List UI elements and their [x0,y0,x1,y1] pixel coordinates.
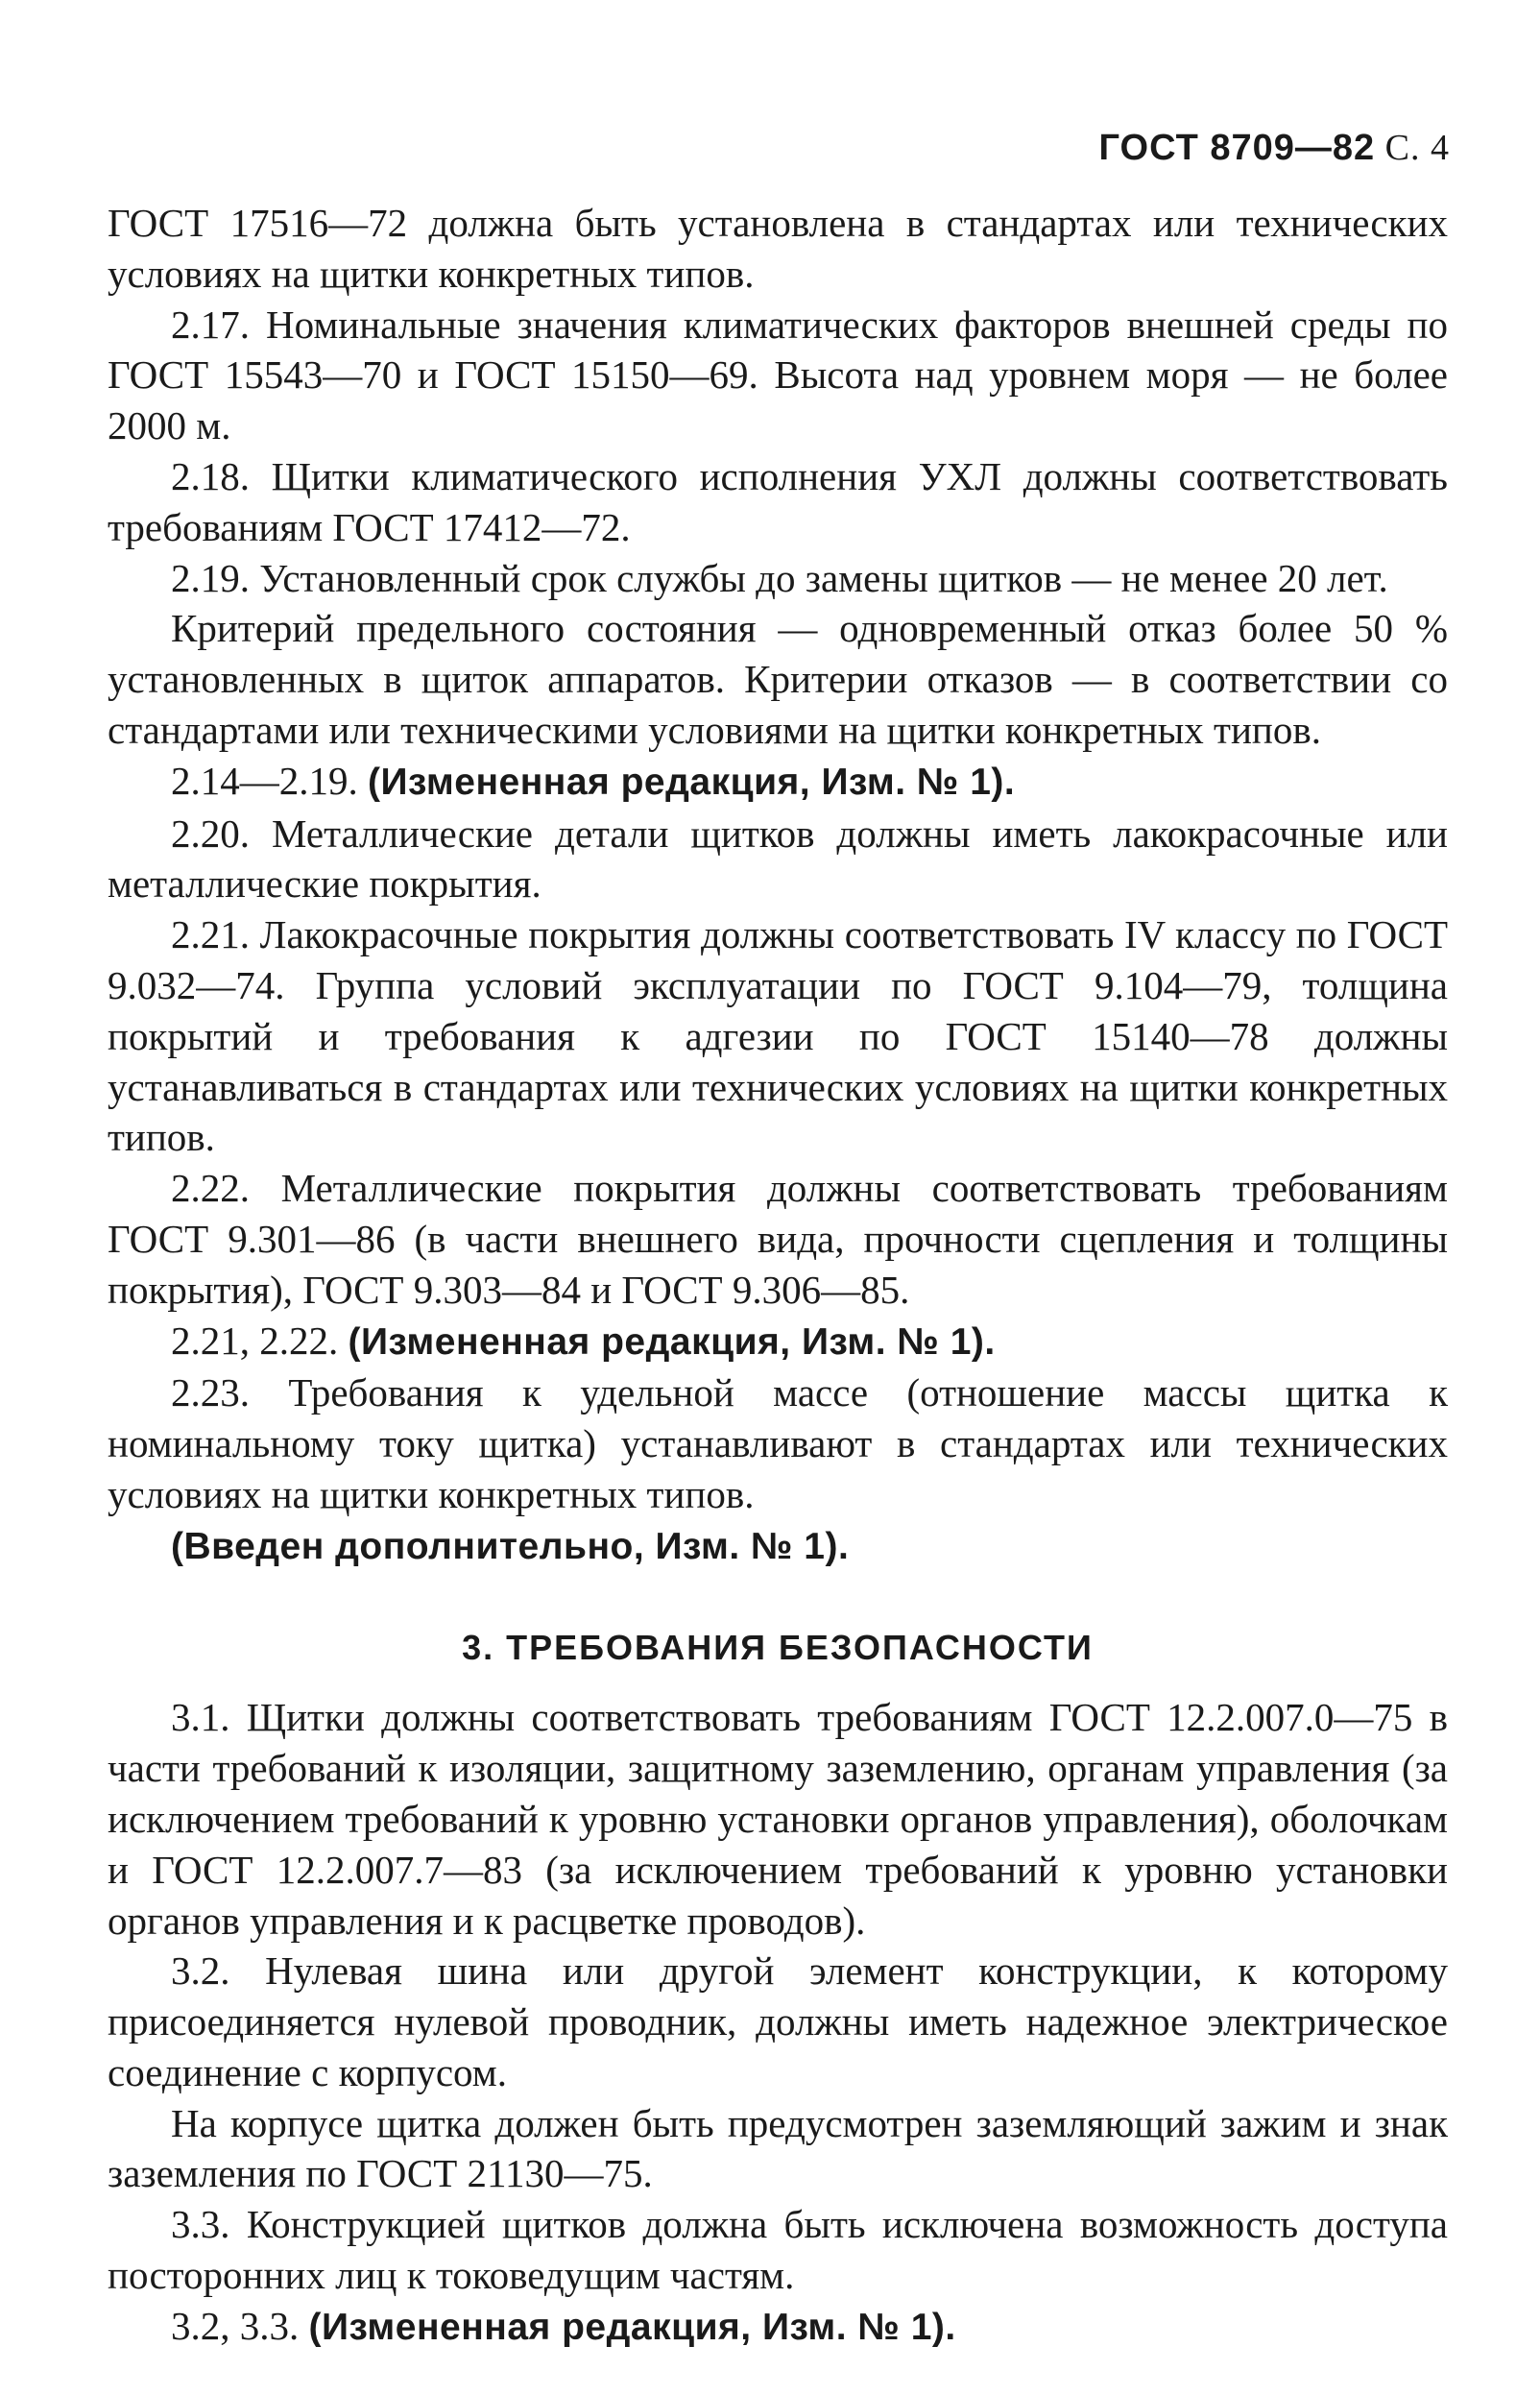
paragraph-2-18: 2.18. Щитки климатического исполнения УХЛ должны соответствовать требованиям ГОСТ 17412—72. [108,453,1448,549]
amendment-text: (Измененная редакция, Изм. № 1). [368,761,1016,803]
document-body [108,198,1448,2354]
paragraph-continuation: ГОСТ 17516—72 должна быть установлена в стандартах или технических условиях на щитки конкретных типов. [108,201,1448,296]
paragraph-2-21: 2.21. Лакокрасочные покрытия должны соответствовать IV классу по ГОСТ 9.032—74. Группа условий эксплуатации по ГОСТ 9.104—79, толщина покрытий и требования к адгезии по ГОСТ 15140—78 должны устанавливаться в стандартах или технических условиях на щитки конкретных типов. [108,912,1448,1160]
page-number: С. 4 [1384,128,1450,168]
amendment-note [108,1520,1448,1573]
paragraph-2-22: 2.22. Металлические покрытия должны соответствовать требованиям ГОСТ 9.301—86 (в части внешнего вида, прочности сцепления и толщины покрытия), ГОСТ 9.303—84 и ГОСТ 9.306—85. [108,1166,1448,1312]
paragraph-grounding: На корпусе щитка должен быть предусмотрен заземляющий зажим и знак заземления по ГОСТ 21130—75. [108,2100,1448,2196]
amendment-text: (Измененная редакция, Изм. № 1). [308,2306,956,2348]
amendment-ref: 3.2, 3.3. [171,2303,300,2348]
paragraph-3-2: 3.2. Нулевая шина или другой элемент конструкции, к которому присоединяется нулевой проводник, должны иметь надежное электрическое соединение с корпусом. [108,1948,1448,2094]
amendment-ref: 2.21, 2.22. [171,1318,339,1363]
paragraph-2-20: 2.20. Металлические детали щитков должны иметь лакокрасочные или металлические покрытия. [108,810,1448,907]
paragraph-2-17: 2.17. Номинальные значения климатических факторов внешней среды по ГОСТ 15543—70 и ГОСТ 15150—69. Высота над уровнем моря — не более 2000 м. [108,302,1448,448]
paragraph-3-3: 3.3. Конструкцией щитков должна быть исключена возможность доступа посторонних лиц к токоведущим частям. [108,2202,1448,2298]
page-header [1098,127,1450,169]
amendment-note [108,756,1448,809]
amendment-text: (Введен дополнительно, Изм. № 1). [171,1525,850,1567]
amendment-note [108,1316,1448,1368]
paragraph-criterion: Критерий предельного состояния — одновременный отказ более 50 % установленных в щиток аппаратов. Критерии отказов — в соответствии со стандартами или техническими условиями на щитки конкретных типов. [108,606,1448,752]
section-title: 3. ТРЕБОВАНИЯ БЕЗОПАСНОСТИ [462,1627,1094,1667]
amendment-ref: 2.14—2.19. [171,758,358,803]
paragraph-2-19: 2.19. Установленный срок службы до замены щитков — не менее 20 лет. [171,555,1388,600]
amendment-note [108,2301,1448,2354]
standard-number: ГОСТ 8709—82 [1098,128,1376,168]
amendment-text: (Измененная редакция, Изм. № 1). [348,1320,996,1363]
paragraph-2-23: 2.23. Требования к удельной массе (отношение массы щитка к номинальному току щитка) устанавливают в стандартах или технических условиях на щитки конкретных типов. [108,1370,1448,1516]
paragraph-3-1: 3.1. Щитки должны соответствовать требованиям ГОСТ 12.2.007.0—75 в части требований к изоляции, защитному заземлению, органам управления (за исключением требований к уровню установки органов управления), оболочкам и ГОСТ 12.2.007.7—83 (за исключением требований к уровню установки органов управления и к расцветке проводов). [108,1695,1448,1943]
